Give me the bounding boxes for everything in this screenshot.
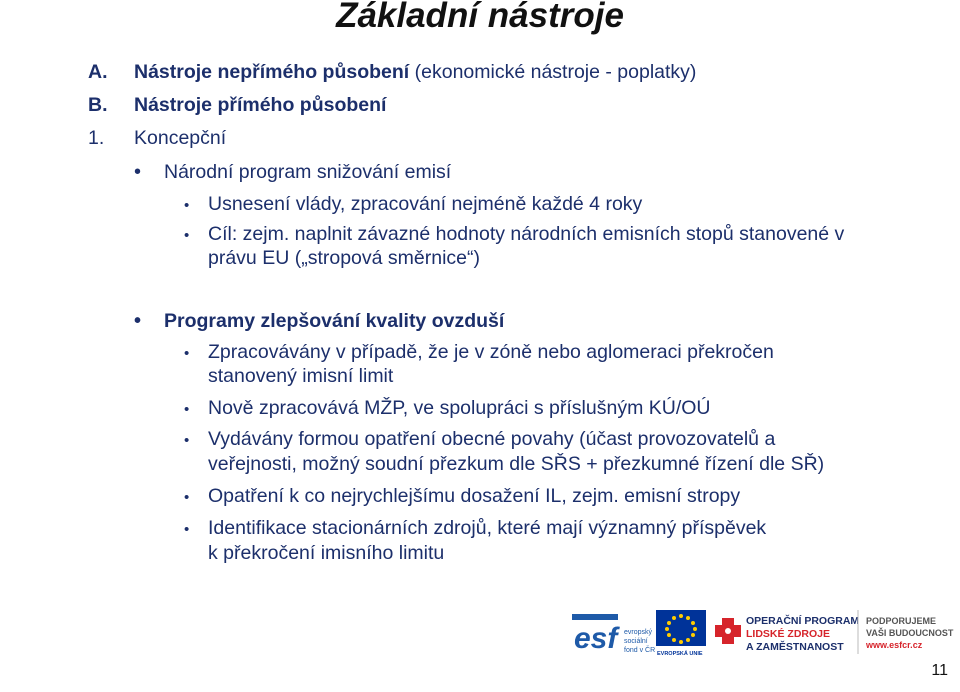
item-1-marker: 1. <box>88 127 105 149</box>
item-b <box>88 93 386 117</box>
section-1-heading-text: Národní program snižování emisí <box>164 161 452 183</box>
sub-text: stanovený imisní limit <box>208 365 394 387</box>
item-1-label: Koncepční <box>134 127 227 149</box>
section-1-sub-1 <box>184 192 642 216</box>
eu-flag-logo <box>656 610 706 657</box>
item-b-marker: B. <box>88 94 108 116</box>
section-1-heading <box>134 160 451 184</box>
sub-text: Usnesení vlády, zpracování nejméně každé 4 roky <box>208 193 643 215</box>
support-logo <box>865 616 954 650</box>
support-url: www.esfcr.cz <box>866 640 923 650</box>
esf-small-3: fond v ČR <box>624 647 656 654</box>
bullet-marker: • <box>184 521 190 538</box>
op-logo <box>715 614 859 653</box>
bullet-marker: • <box>184 197 190 214</box>
op-line-1: OPERAČNÍ PROGRAM <box>746 615 860 627</box>
item-a-rest: (ekonomické nástroje - poplatky) <box>409 61 697 83</box>
bullet-marker: • <box>184 345 190 362</box>
sub-text: Nově zpracovává MŽP, ve spolupráci s příslušným KÚ/OÚ <box>208 397 711 419</box>
section-2-sub-1 <box>184 340 774 364</box>
sub-text: k překročení imisního limitu <box>208 542 445 564</box>
section-2-sub-4 <box>184 484 740 508</box>
logo-bar <box>572 604 960 664</box>
item-a-bold: Nástroje nepřímého působení <box>134 61 410 83</box>
section-1-sub-2 <box>184 222 844 246</box>
section-2-sub-5 <box>184 516 766 540</box>
bullet-marker: • <box>184 432 190 449</box>
esf-small-1: evropský <box>624 629 653 636</box>
item-a <box>88 60 696 84</box>
esf-logo <box>572 614 655 655</box>
op-line-2: LIDSKÉ ZDROJE <box>746 628 831 640</box>
bullet-marker: • <box>134 161 142 183</box>
sub-text: Vydávány formou opatření obecné povahy (účast provozovatelů a <box>208 428 776 450</box>
sub-text: Cíl: zejm. naplnit závazné hodnoty národních emisních stopů stanovené v <box>208 223 845 245</box>
page-number: 11 <box>931 662 948 679</box>
support-line-1: PODPORUJEME <box>866 616 937 626</box>
bullet-marker: • <box>184 489 190 506</box>
section-2-sub-2 <box>184 396 711 420</box>
section-2-sub-5-cont <box>208 541 444 565</box>
logos-svg <box>572 604 960 664</box>
sub-text: veřejnosti, možný soudní přezkum dle SŘS + přezkumné řízení dle SŘ) <box>208 453 825 475</box>
section-2-heading <box>134 309 504 333</box>
item-b-label: Nástroje přímého působení <box>134 94 387 116</box>
sub-text: Opatření k co nejrychlejšímu dosažení IL, zejm. emisní stropy <box>208 485 741 507</box>
section-2-heading-text: Programy zlepšování kvality ovzduší <box>164 310 505 332</box>
slide-title: Základní nástroje <box>336 0 624 35</box>
eu-label: EVROPSKÁ UNIE <box>657 651 703 657</box>
section-2-sub-3 <box>184 427 775 451</box>
section-2-sub-1-cont <box>208 364 393 388</box>
op-line-3: A ZAMĚSTNANOST <box>746 641 844 653</box>
item-1 <box>88 126 226 150</box>
bullet-marker: • <box>134 310 142 332</box>
bullet-marker: • <box>184 401 190 418</box>
item-a-marker: A. <box>88 61 108 83</box>
section-2-sub-3-cont <box>208 452 824 476</box>
esf-logo-text: esf <box>574 622 618 655</box>
sub-text: právu EU („stropová směrnice“) <box>208 247 480 269</box>
sub-text: Identifikace stacionárních zdrojů, které mají významný příspěvek <box>208 517 767 539</box>
esf-small-2: sociální <box>624 638 648 645</box>
support-line-2: VAŠI BUDOUCNOST <box>866 628 954 638</box>
sub-text: Zpracovávány v případě, že je v zóně nebo aglomeraci překročen <box>208 341 774 363</box>
bullet-marker: • <box>184 227 190 244</box>
section-1-sub-2-cont <box>208 246 480 270</box>
